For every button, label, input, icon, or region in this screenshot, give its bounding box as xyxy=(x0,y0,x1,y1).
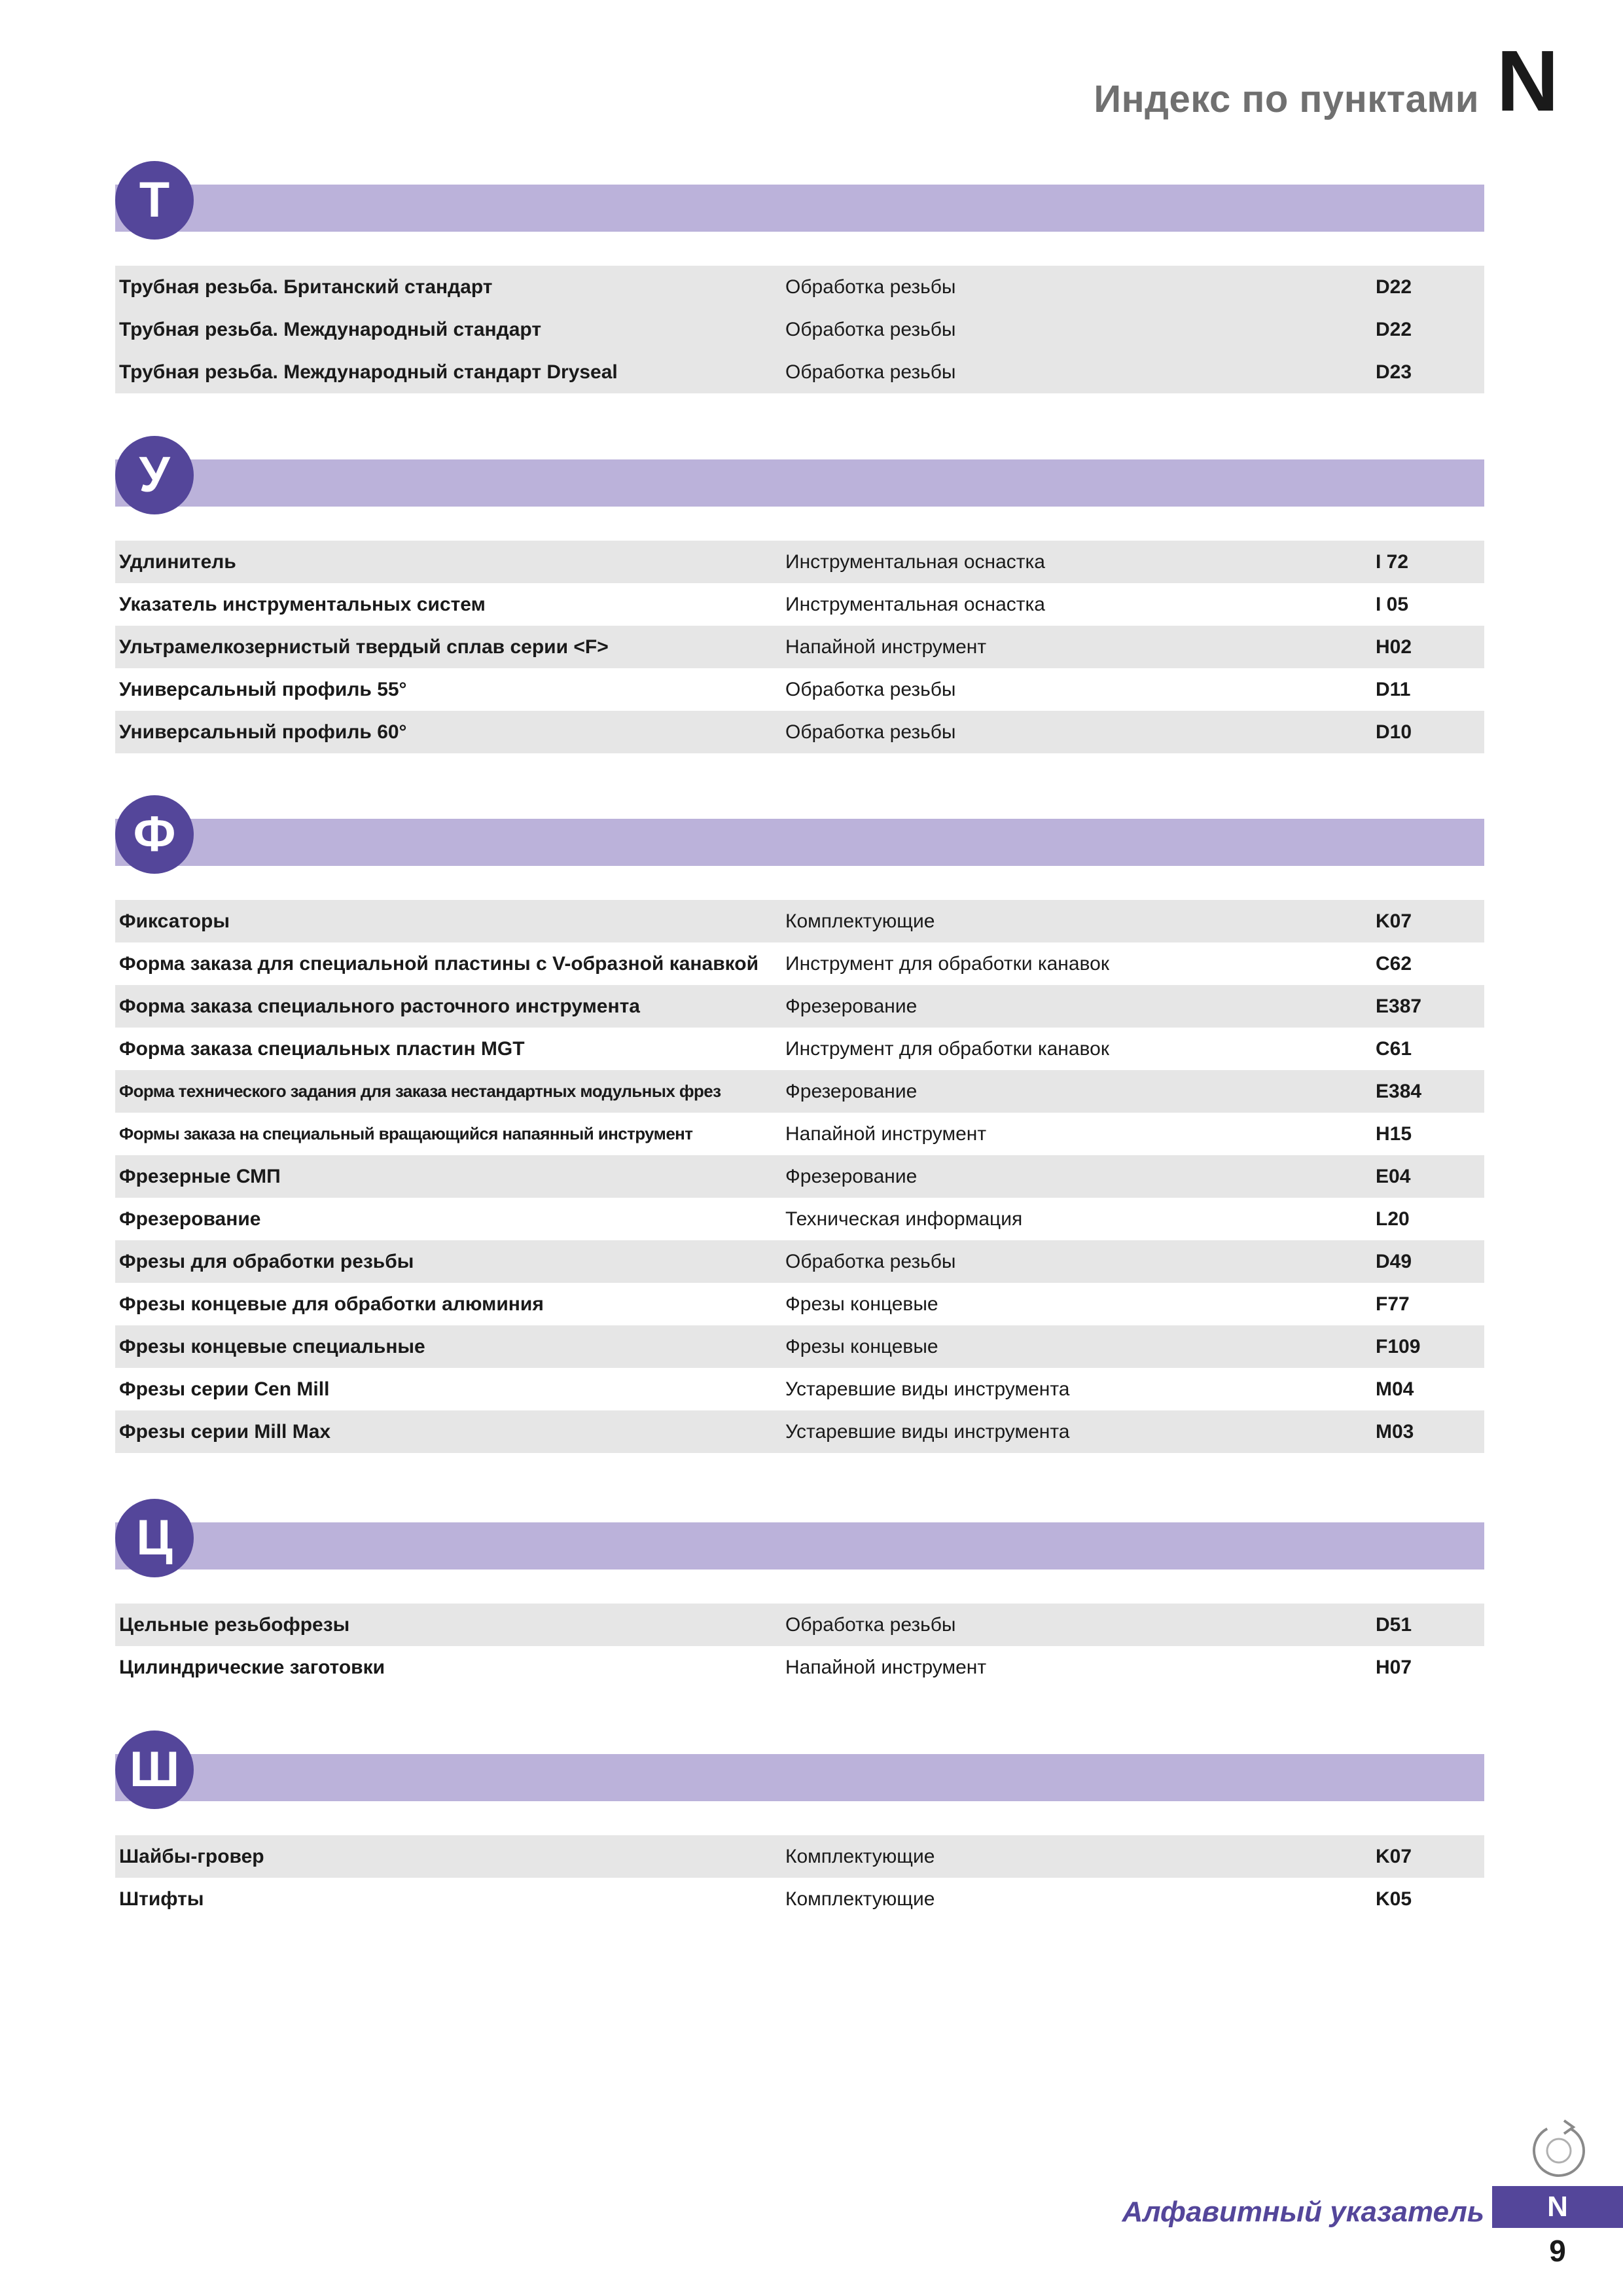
item-page-code: F109 xyxy=(1376,1336,1421,1357)
page-title: Индекс по пунктами xyxy=(1094,78,1479,120)
item-category: Обработка резьбы xyxy=(785,319,956,340)
item-page-code: K07 xyxy=(1376,1846,1412,1867)
item-name: Цилиндрические заготовки xyxy=(119,1657,385,1678)
page-number: 9 xyxy=(1549,2234,1566,2268)
item-category: Напайной инструмент xyxy=(785,1657,987,1678)
item-name: Фрезы концевые для обработки алюминия xyxy=(119,1293,544,1315)
item-page-code: I 72 xyxy=(1376,551,1409,573)
item-name: Трубная резьба. Международный стандарт xyxy=(119,319,542,340)
index-row xyxy=(115,900,1484,942)
item-name: Фиксаторы xyxy=(119,910,230,932)
item-category: Инструментальная оснастка xyxy=(785,594,1045,615)
item-page-code: D22 xyxy=(1376,276,1412,298)
index-row xyxy=(115,266,1484,308)
item-name: Формы заказа на специальный вращающийся напаянный инструмент xyxy=(119,1124,693,1143)
index-row xyxy=(115,583,1484,626)
item-name: Ультрамелкозернистый твердый сплав серии <F> xyxy=(119,636,609,658)
section-bar xyxy=(115,1754,1484,1801)
index-row xyxy=(115,541,1484,583)
section-bar xyxy=(115,819,1484,866)
item-page-code: H02 xyxy=(1376,636,1412,658)
footer-title: Алфавитный указатель xyxy=(1122,2196,1484,2228)
item-name: Удлинитель xyxy=(119,551,236,573)
index-row xyxy=(115,1028,1484,1070)
item-page-code: C61 xyxy=(1376,1038,1412,1060)
index-row xyxy=(115,1198,1484,1240)
item-page-code: M04 xyxy=(1376,1378,1414,1400)
item-name: Штифты xyxy=(119,1888,204,1910)
index-row xyxy=(115,1283,1484,1325)
item-page-code: D49 xyxy=(1376,1251,1412,1272)
section-letter: N xyxy=(1496,33,1559,129)
item-category: Обработка резьбы xyxy=(785,1251,956,1272)
index-row xyxy=(115,985,1484,1028)
letter-badge: У xyxy=(115,436,194,514)
index-row xyxy=(115,626,1484,668)
index-row xyxy=(115,1155,1484,1198)
section-bar xyxy=(115,185,1484,232)
item-page-code: K07 xyxy=(1376,910,1412,932)
index-row xyxy=(115,1878,1484,1920)
item-page-code: C62 xyxy=(1376,953,1412,975)
index-rows xyxy=(115,1835,1484,1920)
item-category: Фрезерование xyxy=(785,1166,918,1187)
index-row xyxy=(115,1410,1484,1453)
index-row xyxy=(115,942,1484,985)
item-category: Комплектующие xyxy=(785,1846,935,1867)
index-row xyxy=(115,1646,1484,1689)
item-category: Техническая информация xyxy=(785,1208,1023,1230)
item-name: Фрезы для обработки резьбы xyxy=(119,1251,414,1272)
item-name: Трубная резьба. Британский стандарт xyxy=(119,276,493,298)
item-page-code: M03 xyxy=(1376,1421,1414,1443)
item-page-code: D51 xyxy=(1376,1614,1412,1636)
index-row xyxy=(115,1240,1484,1283)
item-category: Устаревшие виды инструмента xyxy=(785,1378,1070,1400)
item-page-code: H15 xyxy=(1376,1123,1412,1145)
letter-badge: Ф xyxy=(115,795,194,874)
item-name: Указатель инструментальных систем xyxy=(119,594,486,615)
item-page-code: E384 xyxy=(1376,1081,1422,1102)
item-page-code: D23 xyxy=(1376,361,1412,383)
letter-badge: Т xyxy=(115,161,194,240)
item-category: Обработка резьбы xyxy=(785,679,956,700)
index-row xyxy=(115,1113,1484,1155)
index-rows xyxy=(115,266,1484,393)
item-name: Форма заказа специального расточного инструмента xyxy=(119,996,640,1017)
item-category: Инструментальная оснастка xyxy=(785,551,1045,573)
item-category: Напайной инструмент xyxy=(785,1123,987,1145)
item-page-code: D22 xyxy=(1376,319,1412,340)
item-page-code: H07 xyxy=(1376,1657,1412,1678)
item-name: Шайбы-гровер xyxy=(119,1846,264,1867)
item-page-code: E04 xyxy=(1376,1166,1411,1187)
item-name: Цельные резьбофрезы xyxy=(119,1614,350,1636)
item-category: Фрезерование xyxy=(785,1081,918,1102)
item-page-code: D10 xyxy=(1376,721,1412,743)
item-name: Трубная резьба. Международный стандарт Dryseal xyxy=(119,361,618,383)
item-name: Форма технического задания для заказа нестандартных модульных фрез xyxy=(119,1081,721,1101)
index-row xyxy=(115,1835,1484,1878)
index-row xyxy=(115,351,1484,393)
item-category: Инструмент для обработки канавок xyxy=(785,1038,1109,1060)
index-row xyxy=(115,1368,1484,1410)
item-name: Фрезы серии Cen Mill xyxy=(119,1378,330,1400)
item-page-code: L20 xyxy=(1376,1208,1410,1230)
item-name: Фрезы серии Mill Max xyxy=(119,1421,331,1443)
item-name: Универсальный профиль 55° xyxy=(119,679,407,700)
index-row xyxy=(115,308,1484,351)
section-bar xyxy=(115,459,1484,507)
item-name: Универсальный профиль 60° xyxy=(119,721,407,743)
item-name: Фрезерные СМП xyxy=(119,1166,281,1187)
section-bar xyxy=(115,1522,1484,1570)
item-page-code: E387 xyxy=(1376,996,1422,1017)
item-name: Фрезерование xyxy=(119,1208,261,1230)
item-category: Обработка резьбы xyxy=(785,721,956,743)
footer-section-tab[interactable]: N xyxy=(1492,2186,1623,2228)
letter-badge: Ш xyxy=(115,1731,194,1809)
item-category: Фрезы концевые xyxy=(785,1293,938,1315)
item-page-code: D11 xyxy=(1376,679,1411,700)
item-category: Устаревшие виды инструмента xyxy=(785,1421,1070,1443)
item-name: Форма заказа специальных пластин MGT xyxy=(119,1038,525,1060)
item-category: Комплектующие xyxy=(785,1888,935,1910)
index-row xyxy=(115,668,1484,711)
circular-arrow-icon[interactable] xyxy=(1526,2114,1592,2179)
item-category: Обработка резьбы xyxy=(785,1614,956,1636)
item-page-code: K05 xyxy=(1376,1888,1412,1910)
item-category: Комплектующие xyxy=(785,910,935,932)
index-row xyxy=(115,1604,1484,1646)
index-rows xyxy=(115,900,1484,1453)
item-name: Фрезы концевые специальные xyxy=(119,1336,425,1357)
index-row xyxy=(115,711,1484,753)
letter-badge: Ц xyxy=(115,1499,194,1577)
item-category: Инструмент для обработки канавок xyxy=(785,953,1109,975)
item-page-code: F77 xyxy=(1376,1293,1410,1315)
index-rows xyxy=(115,1604,1484,1689)
item-name: Форма заказа для специальной пластины с V-образной канавкой xyxy=(119,953,759,975)
index-row xyxy=(115,1070,1484,1113)
item-category: Фрезерование xyxy=(785,996,918,1017)
item-page-code: I 05 xyxy=(1376,594,1409,615)
item-category: Обработка резьбы xyxy=(785,276,956,298)
item-category: Фрезы концевые xyxy=(785,1336,938,1357)
index-rows xyxy=(115,541,1484,753)
item-category: Напайной инструмент xyxy=(785,636,987,658)
item-category: Обработка резьбы xyxy=(785,361,956,383)
index-row xyxy=(115,1325,1484,1368)
